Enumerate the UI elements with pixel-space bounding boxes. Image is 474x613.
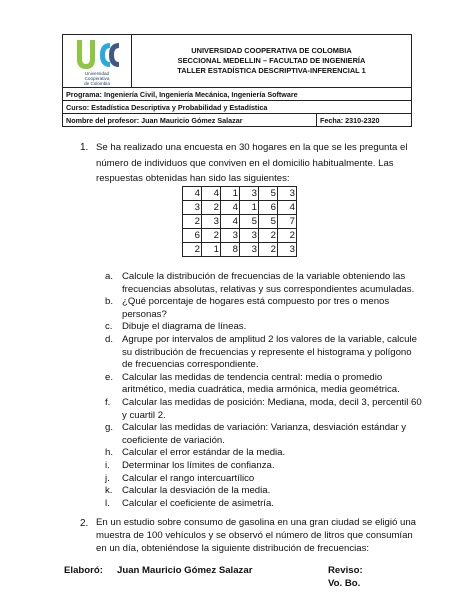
table-cell: 4: [221, 215, 240, 229]
table-cell: 3: [202, 215, 221, 229]
table-row: [183, 187, 297, 201]
question-1-line: número de individuos que conviven en el domicilio habitualmente. Las: [96, 157, 394, 169]
table-cell: 1: [202, 243, 221, 257]
table-row: [183, 243, 297, 257]
document-header: [62, 34, 412, 127]
table-cell: 3: [278, 187, 297, 201]
table-cell: 7: [278, 215, 297, 229]
list-item: [105, 396, 422, 422]
logo-line-3: de Colombia: [84, 81, 110, 86]
list-item-letter: d.: [105, 333, 114, 345]
university-logo-cell: [63, 35, 132, 88]
list-item: [105, 485, 415, 498]
table-cell: 2: [183, 243, 202, 257]
list-item-text: Calcular el error estándar de la media.: [122, 447, 286, 459]
list-item: [105, 334, 415, 372]
title-line-university: UNIVERSIDAD COOPERATIVA DE COLOMBIA: [191, 46, 352, 55]
list-item-text: Calcular el coeficiente de asimetría.: [122, 497, 274, 509]
list-item-letter: f.: [105, 396, 111, 408]
list-item-text: Determinar los límites de confianza.: [122, 459, 275, 471]
question-1-number: 1.: [80, 142, 89, 153]
list-item-text: Calcular la desviación de la media.: [122, 485, 271, 497]
list-item-text: y cuartil 2.: [122, 409, 166, 421]
list-item: [105, 447, 415, 460]
list-item-text: personas?: [122, 308, 167, 320]
table-row: [183, 201, 297, 215]
table-cell: 4: [183, 187, 202, 201]
university-logo: [63, 35, 131, 87]
list-item: [105, 498, 415, 511]
fecha-cell: Fecha: 2310-2320: [317, 114, 412, 127]
title-line-workshop: TALLER ESTADÍSTICA DESCRIPTIVA-INFERENCIAL 1: [177, 66, 366, 75]
list-item-text: frecuencias absolutas, relativas y sus correspondientes acumuladas.: [122, 283, 415, 295]
table-cell: 3: [278, 243, 297, 257]
table-cell: 6: [183, 229, 202, 243]
list-item: [105, 321, 415, 334]
list-item-letter: k.: [105, 485, 113, 497]
list-item: [105, 372, 415, 397]
curso-cell: Curso: Estadística Descriptiva y Probabilidad y Estadística: [63, 101, 412, 114]
list-item-letter: h.: [105, 447, 114, 459]
question-2-line: muestra de 100 vehículos y se observó el número de litros que consumían: [96, 530, 413, 541]
table-cell: 3: [221, 229, 240, 243]
list-item-letter: j.: [105, 472, 110, 484]
list-item-letter: l.: [105, 497, 110, 509]
table-cell: 1: [221, 187, 240, 201]
question-2-number: 2.: [80, 518, 89, 529]
list-item: [105, 271, 415, 296]
table-cell: 5: [240, 215, 259, 229]
list-item-letter: c.: [105, 321, 113, 333]
responses-table: [182, 186, 297, 257]
list-item-letter: b.: [105, 296, 114, 308]
footer-elaboro-label: Elaboró:: [64, 565, 103, 576]
title-line-faculty: SECCIONAL MEDELLIN – FACULTAD DE INGENIERÍA: [177, 56, 366, 65]
table-cell: 4: [221, 201, 240, 215]
table-cell: 2: [202, 229, 221, 243]
list-item-text: coeficiente de variación.: [122, 434, 225, 446]
footer-elaboro-name: Juan Mauricio Gómez Salazar: [117, 565, 253, 576]
list-item-text: Calcular las medidas de tendencia central: media o promedio: [122, 371, 383, 383]
table-cell: 4: [278, 201, 297, 215]
task-list: [105, 271, 422, 510]
table-cell: 8: [221, 243, 240, 257]
table-row: [183, 215, 297, 229]
list-item-letter: e.: [105, 371, 114, 383]
table-cell: 1: [240, 201, 259, 215]
list-item: [105, 296, 415, 321]
question-1-line: Se ha realizado una encuesta en 30 hogares en la que se les pregunta el: [96, 142, 408, 153]
footer-reviso-label: Reviso:: [328, 565, 363, 576]
list-item: [105, 460, 415, 473]
list-item: [105, 473, 415, 486]
list-item-text: Dibuje el diagrama de líneas.: [122, 321, 247, 333]
table-cell: 3: [240, 243, 259, 257]
table-cell: 2: [259, 229, 278, 243]
question-2-line: En un estudio sobre consumo de gasolina en una gran ciudad se eligió una: [96, 517, 417, 528]
logo-line-2: Cooperativa: [84, 76, 110, 81]
question-2-line: en un día, obteniéndose la siguiente distribución de frecuencias:: [96, 543, 370, 554]
list-item-letter: i.: [105, 459, 110, 471]
table-cell: 4: [202, 187, 221, 201]
question-1-text: [96, 140, 414, 187]
list-item-text: aritmético, media cuadrática, media armónica, media geométrica.: [122, 384, 400, 396]
footer-vobo-label: Vo. Bo.: [328, 578, 361, 589]
table-cell: 6: [259, 201, 278, 215]
list-item-text: Calcular las medidas de variación: Varianza, desviación estándar y: [122, 422, 407, 434]
list-item-letter: g.: [105, 422, 114, 434]
table-cell: 3: [240, 187, 259, 201]
question-2-text: [96, 516, 417, 555]
logo-line-1: Universidad: [84, 71, 110, 76]
list-item-text: Calcule la distribución de frecuencias de la variable obteniendo las: [122, 271, 406, 282]
list-item-letter: a.: [105, 271, 114, 282]
list-item: [105, 422, 415, 447]
list-item-text: Calcular las medidas de posición: Mediana, moda, decil 3, percentil 60: [122, 396, 422, 408]
table-cell: 2: [278, 229, 297, 243]
table-cell: 5: [259, 215, 278, 229]
table-row: [183, 229, 297, 243]
list-item-text: su distribución de frecuencias y represente el histograma y polígono: [122, 346, 412, 358]
table-cell: 3: [183, 201, 202, 215]
list-item-text: Calcular el rango intercuartílico: [122, 472, 255, 484]
list-item-text: Agrupe por intervalos de amplitud 2 los valores de la variable, calcule: [122, 333, 417, 345]
programa-cell: Programa: Ingeniería Civil, Ingeniería Mecánica, Ingeniería Software: [63, 88, 412, 101]
list-item-text: de frecuencias correspondiente.: [122, 359, 259, 371]
table-cell: 2: [183, 215, 202, 229]
table-cell: 2: [259, 243, 278, 257]
profesor-cell: Nombre del profesor: Juan Mauricio Gómez Salazar: [63, 114, 317, 127]
question-1-line: respuestas obtenidas han sido las siguientes:: [96, 173, 290, 184]
table-cell: 2: [202, 201, 221, 215]
list-item-text: ¿Qué porcentaje de hogares está compuesto por tres o menos: [122, 296, 390, 308]
header-title: [132, 35, 412, 88]
table-cell: 5: [259, 187, 278, 201]
table-cell: 3: [240, 229, 259, 243]
